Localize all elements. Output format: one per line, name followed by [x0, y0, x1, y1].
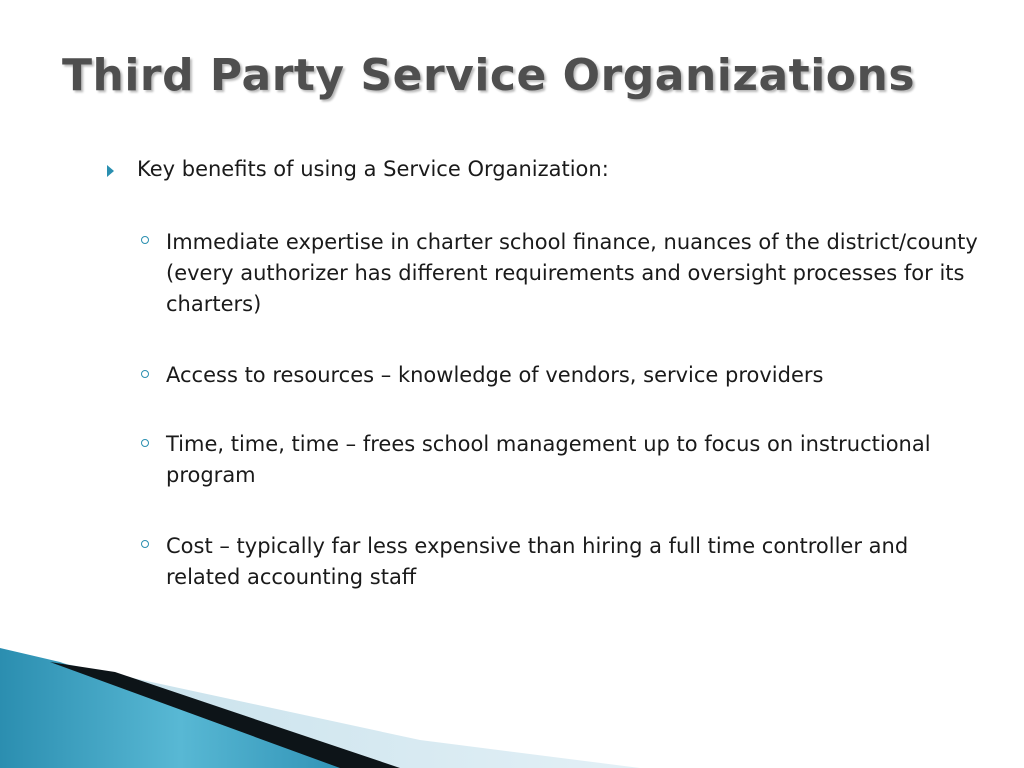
sub-bullet-circle-icon: [141, 370, 149, 378]
sub-bullet-text: Access to resources – knowledge of vendors, service providers: [166, 363, 824, 387]
sub-bullet-text: Time, time, time – frees school management up to focus on instructional program: [166, 432, 931, 487]
sub-bullet-circle-icon: [141, 540, 149, 548]
sub-bullet-text: Immediate expertise in charter school finance, nuances of the district/county (every authorizer has different requirements and oversight processes for its charters): [166, 230, 978, 316]
sub-bullet-text: Cost – typically far less expensive than hiring a full time controller and related accounting staff: [166, 534, 909, 589]
main-bullet-text: Key benefits of using a Service Organization:: [137, 157, 609, 181]
bullet-arrow-icon: [107, 165, 114, 177]
sub-bullet-circle-icon: [141, 236, 149, 244]
slide-title: Third Party Service Organizations: [62, 50, 916, 101]
sub-bullet-circle-icon: [141, 439, 149, 447]
